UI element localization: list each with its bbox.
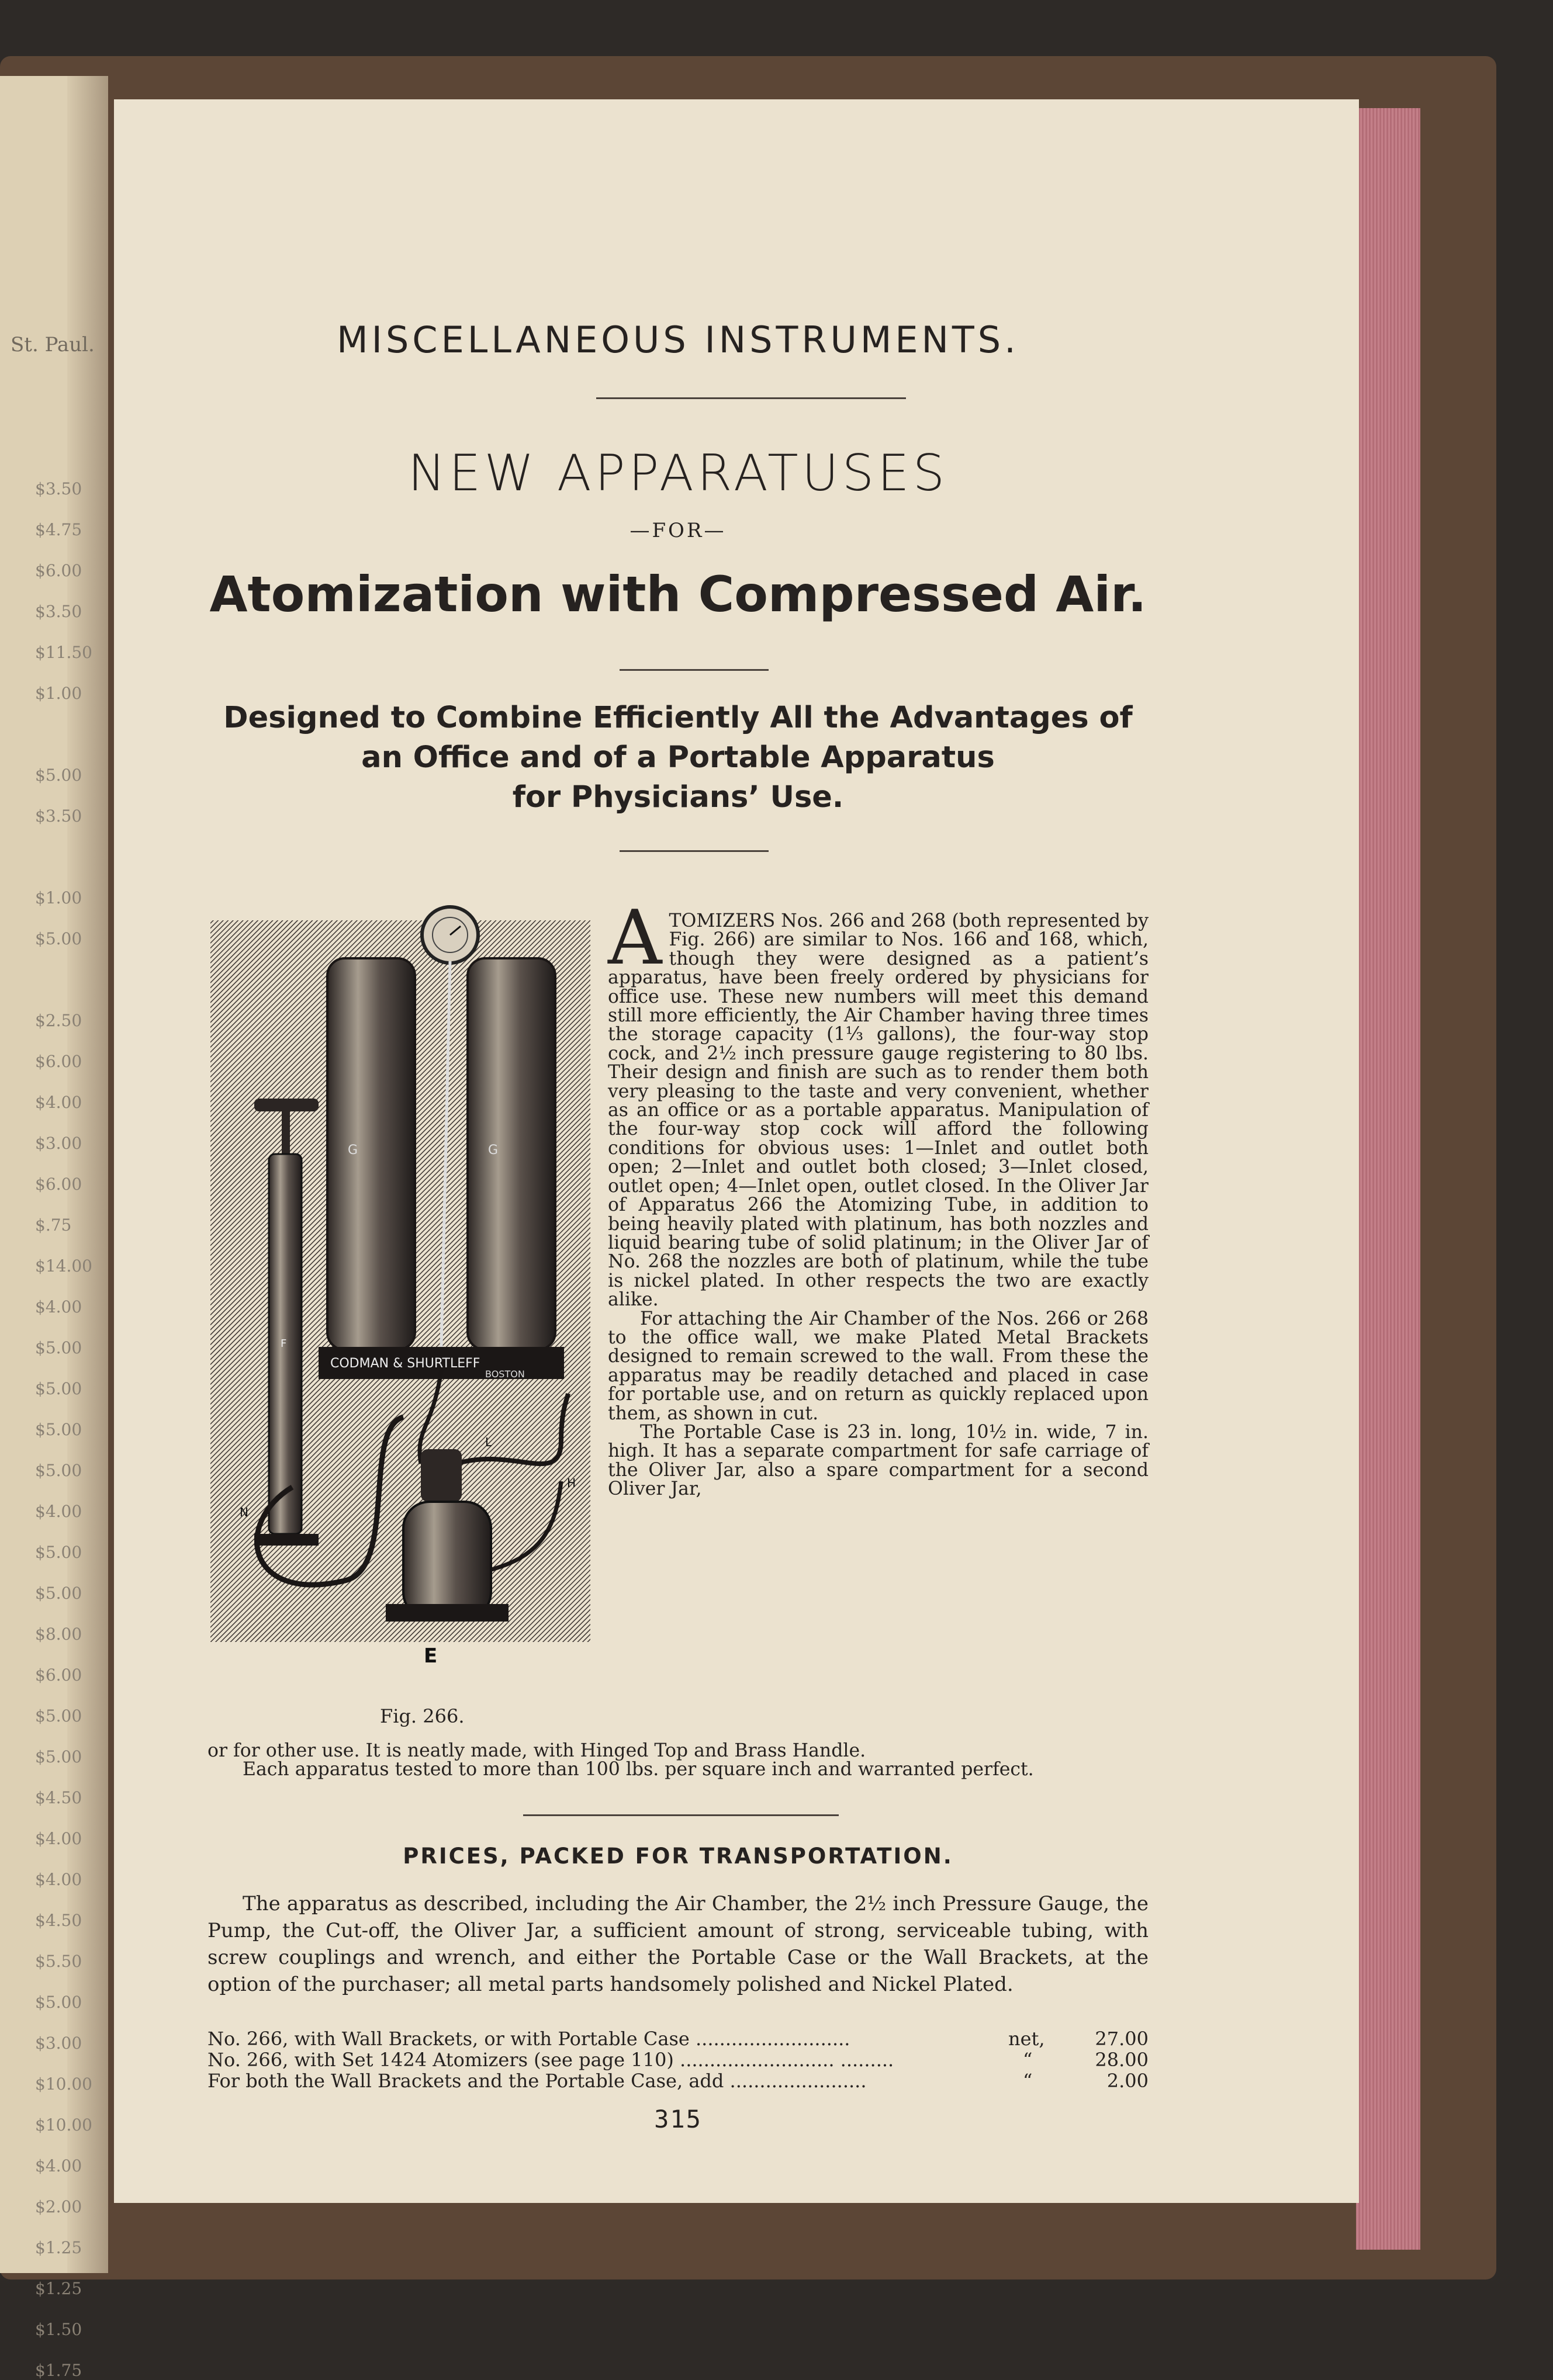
left-page-price: $8.00 — [35, 1624, 82, 1644]
left-page-price: $5.00 — [35, 1747, 82, 1766]
left-page-price: $5.00 — [35, 1461, 82, 1480]
for-text: —FOR— — [629, 519, 727, 542]
subtitle — [207, 698, 1149, 817]
left-page-price: $6.00 — [35, 1665, 82, 1685]
left-page-price: $4.00 — [35, 1829, 82, 1848]
left-page-price: $2.50 — [35, 1011, 82, 1030]
left-page-price: $6.00 — [35, 1052, 82, 1071]
price-label: No. 266, with Wall Brackets, or with Portable Case .......................... — [207, 2028, 850, 2050]
subtitle-line: an Office and of a Portable Apparatus — [361, 740, 995, 775]
left-page-price: $5.00 — [35, 1379, 82, 1398]
left-page-price: $6.00 — [35, 1175, 82, 1194]
price-unit: net, — [1008, 2028, 1045, 2050]
label-f: F — [281, 1338, 287, 1350]
subtitle-line: for Physicians’ Use. — [512, 780, 844, 815]
price-label: No. 266, with Set 1424 Atomizers (see page 110) .......................... ......... — [207, 2049, 894, 2071]
prices-title: PRICES, PACKED FOR TRANSPORTATION. — [403, 1844, 953, 1869]
label-n: N — [240, 1505, 248, 1519]
description-column — [608, 895, 1149, 1500]
left-page-price: $4.50 — [35, 1911, 82, 1930]
left-page-price: $5.50 — [35, 1952, 82, 1971]
description-paragraph-2: For attaching the Air Chamber of the Nos. 266 or 268 to the office wall, we make Plated Metal Brackets designed to remain screwed to the wall. From these the apparatus may be readily detached and placed in case for portable use, and on return as quickly replaced upon them, as shown in cut. — [608, 1308, 1149, 1424]
label-g-right: G — [488, 1143, 499, 1158]
left-page-price: $1.75 — [35, 2361, 82, 2380]
description-full-width — [207, 1741, 1149, 1779]
left-page-price: $2.00 — [35, 2197, 82, 2216]
left-page-price: $6.00 — [35, 561, 82, 580]
divider-4 — [523, 1814, 839, 1816]
left-page-price: $5.00 — [35, 929, 82, 948]
divider-2 — [620, 669, 769, 671]
pump-foot — [254, 1534, 319, 1546]
left-page-price: $5.00 — [35, 1706, 82, 1726]
left-page-price: $3.50 — [35, 806, 82, 826]
section-title: MISCELLANEOUS INSTRUMENTS. — [337, 318, 1019, 361]
divider-1 — [596, 397, 906, 399]
left-page-price: $3.50 — [35, 602, 82, 621]
price-amount: 2.00 — [1106, 2070, 1149, 2092]
description-paragraph-3-continued: or for other use. It is neatly made, with Hinged Top and Brass Handle. — [207, 1740, 866, 1761]
price-amount: 28.00 — [1095, 2049, 1149, 2071]
price-label: For both the Wall Brackets and the Portable Case, add ....................... — [207, 2070, 867, 2092]
left-page-price: $5.00 — [35, 765, 82, 785]
divider-3 — [620, 850, 769, 852]
left-page-price: $4.00 — [35, 1870, 82, 1889]
left-page-heading: St. Paul. — [11, 333, 95, 356]
left-page-price: $5.00 — [35, 1420, 82, 1439]
left-page-price: $3.00 — [35, 2033, 82, 2053]
figure-caption: Fig. 266. — [380, 1705, 465, 1727]
price-unit: “ — [1023, 2049, 1033, 2071]
left-page-price: $11.50 — [35, 643, 92, 662]
label-h: H — [567, 1476, 576, 1490]
right-page — [114, 99, 1359, 2203]
page-edges — [1356, 108, 1420, 2250]
left-page-price: $5.00 — [35, 1993, 82, 2012]
label-l: L — [485, 1435, 492, 1449]
headline: Atomization with Compressed Air. — [209, 566, 1147, 623]
left-page-price: $1.50 — [35, 2320, 82, 2339]
left-page-price: $10.00 — [35, 2074, 92, 2094]
oliver-jar — [403, 1502, 491, 1619]
price-unit: “ — [1023, 2070, 1033, 2092]
description-paragraph-3: The Portable Case is 23 in. long, 10½ in. wide, 7 in. high. It has a separate compartment for safe carriage of the Oliver Jar, also a spare compartment for a second Oliver Jar, — [608, 1421, 1149, 1500]
price-row — [207, 2070, 1149, 2090]
price-row — [207, 2028, 1149, 2048]
left-page-price: $4.75 — [35, 520, 82, 539]
left-page-price: $5.00 — [35, 1543, 82, 1562]
left-page-price: $5.00 — [35, 1584, 82, 1603]
prices-description: The apparatus as described, including the Air Chamber, the 2½ inch Pressure Gauge, the Pump, the Cut-off, the Oliver Jar, a sufficient amount of strong, serviceable tubing, with screw couplings and wrench, and either the Portable Case or the Wall Brackets, at the option of the purchaser; all metal parts handsomely polished and Nickel Plated. — [207, 1892, 1149, 1996]
subtitle-line: Designed to Combine Efficiently All the Advantages of — [223, 701, 1133, 735]
air-chamber-left-cylinder — [327, 958, 415, 1350]
left-page-price: $4.00 — [35, 2156, 82, 2175]
left-page-price: $5.00 — [35, 1338, 82, 1357]
pump-handle — [254, 1099, 319, 1111]
left-page-price: $4.00 — [35, 1093, 82, 1112]
description-paragraph-1: TOMIZERS Nos. 266 and 268 (both represented by Fig. 266) are similar to Nos. 166 and 168, which, though they were designed as a patient’s apparatus, have been freely ordered by physicians for office use. These new numbers will meet this demand still more efficiently, the Air Chamber having three times the storage capacity (1⅓ gallons), the four-way stop cock, and 2½ inch pressure gauge registering to 80 lbs. Their design and finish are such as to render them both very pleasing to the taste and very convenient, whether as an office or as a portable apparatus. Manipulation of the four-way stop cock will afford the following conditions for obvious uses: 1—Inlet and outlet both open; 2—Inlet and outlet both closed; 3—Inlet closed, outlet open; 4—Inlet open, outlet closed. In the Oliver Jar of Apparatus 266 the Atomizing Tube, in addition to being heavily plated with platinum, has both nozzles and liquid bearing tube of solid platinum; in the Oliver Jar of No. 268 the nozzles are both of platinum, while the tube is nickel plated. In other respects the two are exactly alike. — [608, 910, 1149, 1311]
atomizing-tube-cap — [421, 1449, 462, 1502]
left-page-price: $3.00 — [35, 1134, 82, 1153]
left-page-price: $1.00 — [35, 684, 82, 703]
apparatus-illustration — [210, 903, 590, 1674]
label-e: E — [424, 1644, 438, 1668]
left-page-price: $1.25 — [35, 2279, 82, 2298]
label-g-left: G — [348, 1143, 358, 1158]
pump-rod — [282, 1110, 290, 1157]
price-row — [207, 2049, 1149, 2069]
page-number: 315 — [654, 2105, 702, 2133]
decorative-title: NEW APPARATUSES — [407, 444, 949, 503]
left-page-price: $3.50 — [35, 479, 82, 498]
left-page-price: $.75 — [35, 1215, 72, 1235]
description-paragraph-4: Each apparatus tested to more than 100 lbs. per square inch and warranted perfect. — [243, 1759, 1034, 1780]
left-page-price: $10.00 — [35, 2115, 92, 2135]
jar-base — [386, 1604, 509, 1622]
drop-cap: A — [608, 895, 662, 982]
left-page-price: $4.00 — [35, 1297, 82, 1317]
maker-name: CODMAN & SHURTLEFF — [330, 1356, 480, 1371]
air-chamber-right-cylinder — [468, 958, 555, 1350]
left-page-price: $1.00 — [35, 888, 82, 907]
left-page-price: $1.25 — [35, 2238, 82, 2257]
price-amount: 27.00 — [1095, 2028, 1149, 2050]
left-page — [0, 76, 108, 2380]
left-page-price: $4.00 — [35, 1502, 82, 1521]
left-page-price: $14.00 — [35, 1256, 92, 1276]
maker-city: BOSTON — [485, 1369, 525, 1380]
left-page-price: $4.50 — [35, 1788, 82, 1807]
